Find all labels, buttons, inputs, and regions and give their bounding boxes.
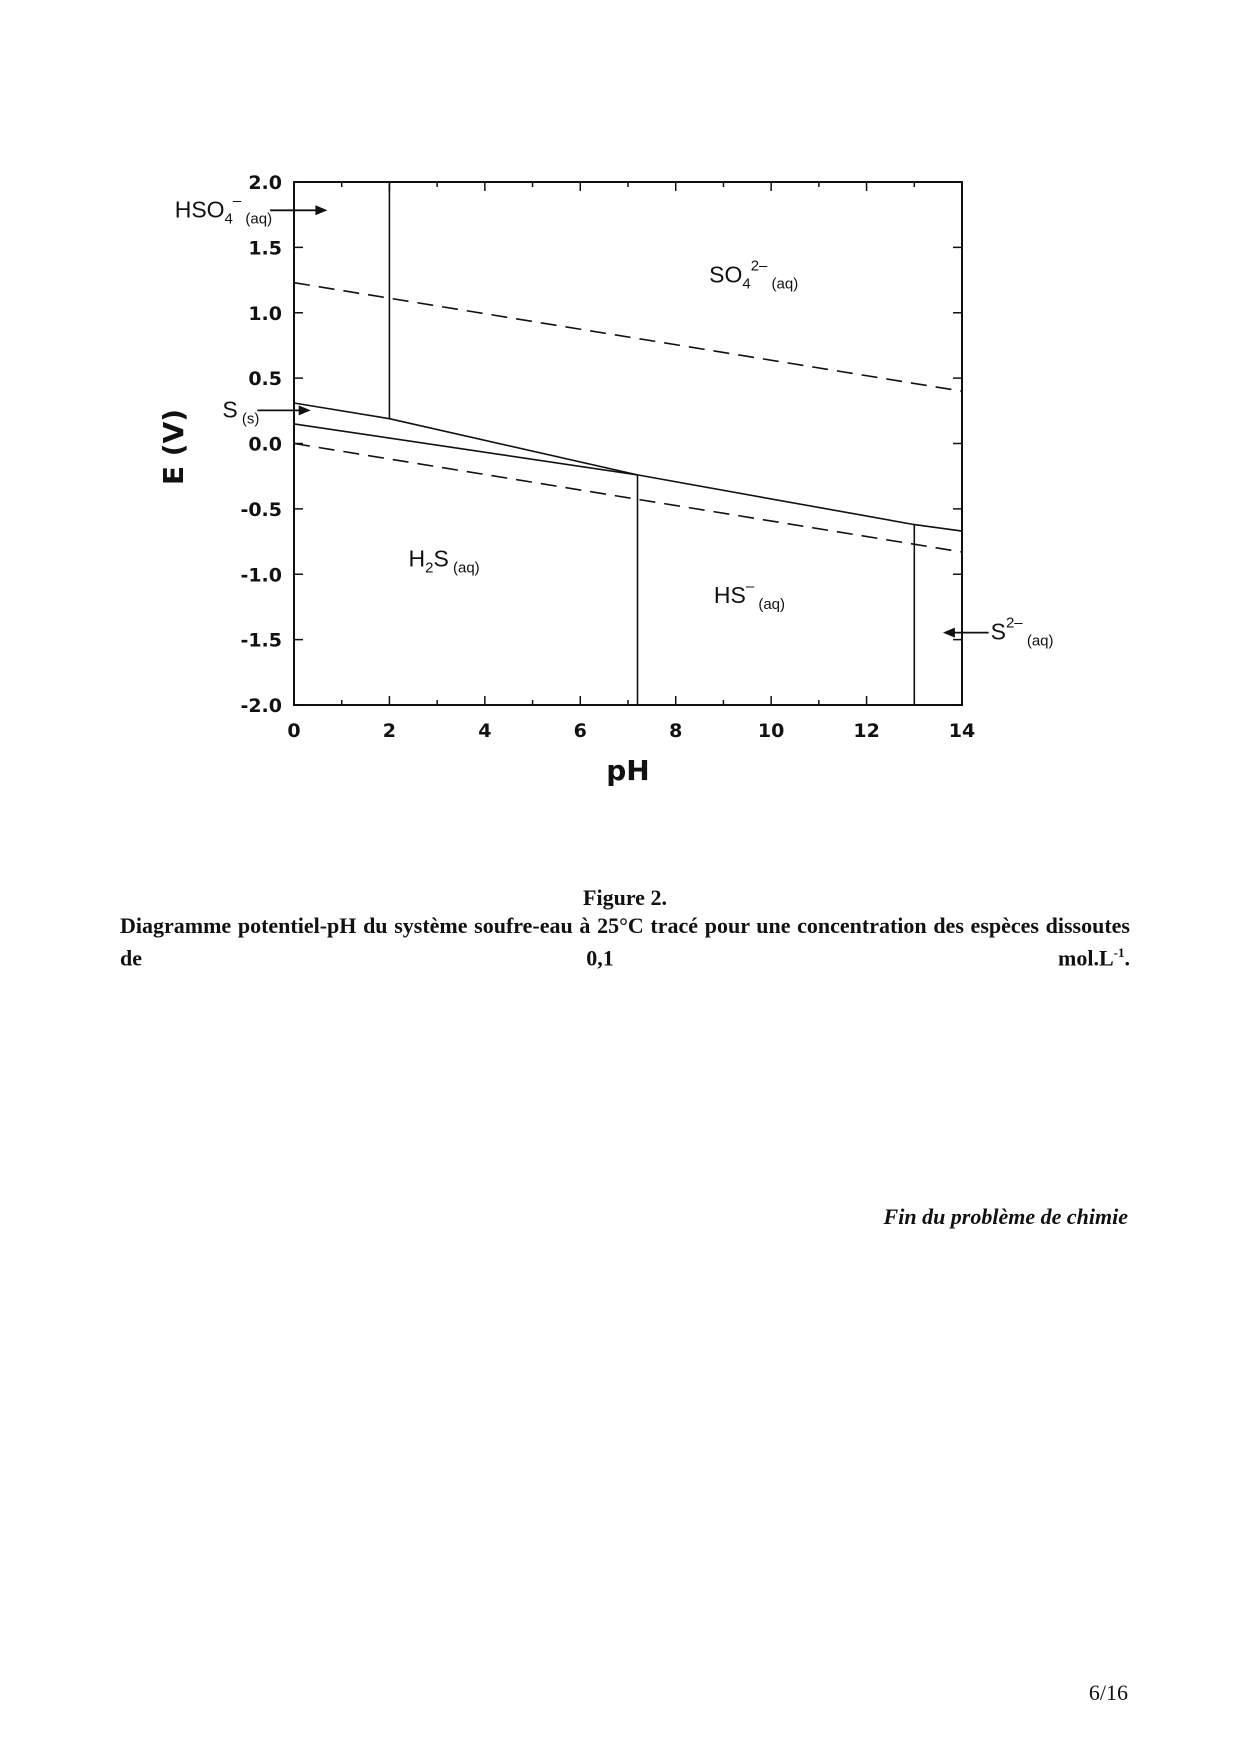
y-tick-label: -1.5 (240, 629, 282, 652)
species-h2s (409, 545, 480, 576)
y-tick-label: 1.0 (248, 302, 282, 325)
figure-caption (120, 912, 1130, 998)
species-labels (175, 192, 1054, 649)
y-tick-label: 2.0 (248, 172, 282, 194)
x-tick-label: 8 (669, 720, 683, 742)
dashed-boundary-line (294, 444, 962, 553)
y-tick-label: -0.5 (240, 498, 282, 521)
species-label: $H_2S$ $_{(aq)}$ (408, 545, 480, 577)
species-hs-ion (714, 578, 785, 613)
y-tick-label: 0.5 (248, 368, 282, 391)
caption-exponent: -1 (1113, 945, 1125, 960)
y-axis-title: E (V) (157, 408, 190, 486)
plot-frame (294, 182, 962, 705)
y-tick-label: 0.0 (248, 433, 282, 456)
y-tick-label: -2.0 (240, 695, 282, 717)
arrow-head-icon (315, 205, 327, 215)
solid-boundary-line (294, 424, 638, 475)
x-tick-labels (287, 720, 975, 742)
phase-boundaries (294, 182, 962, 705)
arrow-head-icon (943, 628, 955, 638)
species-label: $S^{2-}$ $_{(aq)}$ (990, 614, 1054, 650)
caption-text: Diagramme potentiel-pH du système soufre-eau à 25°C tracé pour une concentration des espèces dissoutes de 0,1 mol.L (120, 913, 1130, 971)
x-tick-label: 4 (478, 720, 492, 742)
caption-end: . (1124, 945, 1130, 971)
species-so4-ion (709, 258, 798, 293)
x-tick-label: 6 (573, 720, 587, 742)
species-s (222, 396, 310, 427)
species-s-ion (943, 615, 1054, 650)
end-of-problem-note: Fin du problème de chimie (883, 1204, 1128, 1229)
species-label: HS– $_{(aq)}$ (713, 578, 786, 614)
x-tick-label: 12 (853, 720, 880, 742)
x-tick-label: 0 (287, 720, 301, 742)
arrow-head-icon (299, 405, 311, 415)
dashed-boundary-line (294, 283, 962, 392)
solid-boundary-line (294, 403, 962, 531)
species-hso4-ion (175, 192, 328, 227)
potential-ph-chart (0, 0, 1240, 820)
figure-title: Figure 2. (583, 885, 667, 910)
species-label: $SO_4^{2-}$ $_{(aq)}$ (709, 257, 799, 293)
species-label: $HSO_4^-$ $_{(aq)}$ (174, 192, 273, 228)
axis-ticks (294, 182, 962, 705)
page-number: 6/16 (1088, 1680, 1128, 1705)
y-tick-label: 1.5 (248, 237, 282, 260)
x-tick-label: 2 (382, 720, 397, 742)
x-axis-title: pH (606, 754, 650, 787)
y-tick-label: -1.0 (240, 564, 282, 587)
y-tick-labels (240, 172, 282, 717)
species-label: S $_{(s)}$ (222, 396, 260, 428)
x-tick-label: 14 (948, 720, 976, 742)
x-tick-label: 10 (757, 720, 785, 742)
